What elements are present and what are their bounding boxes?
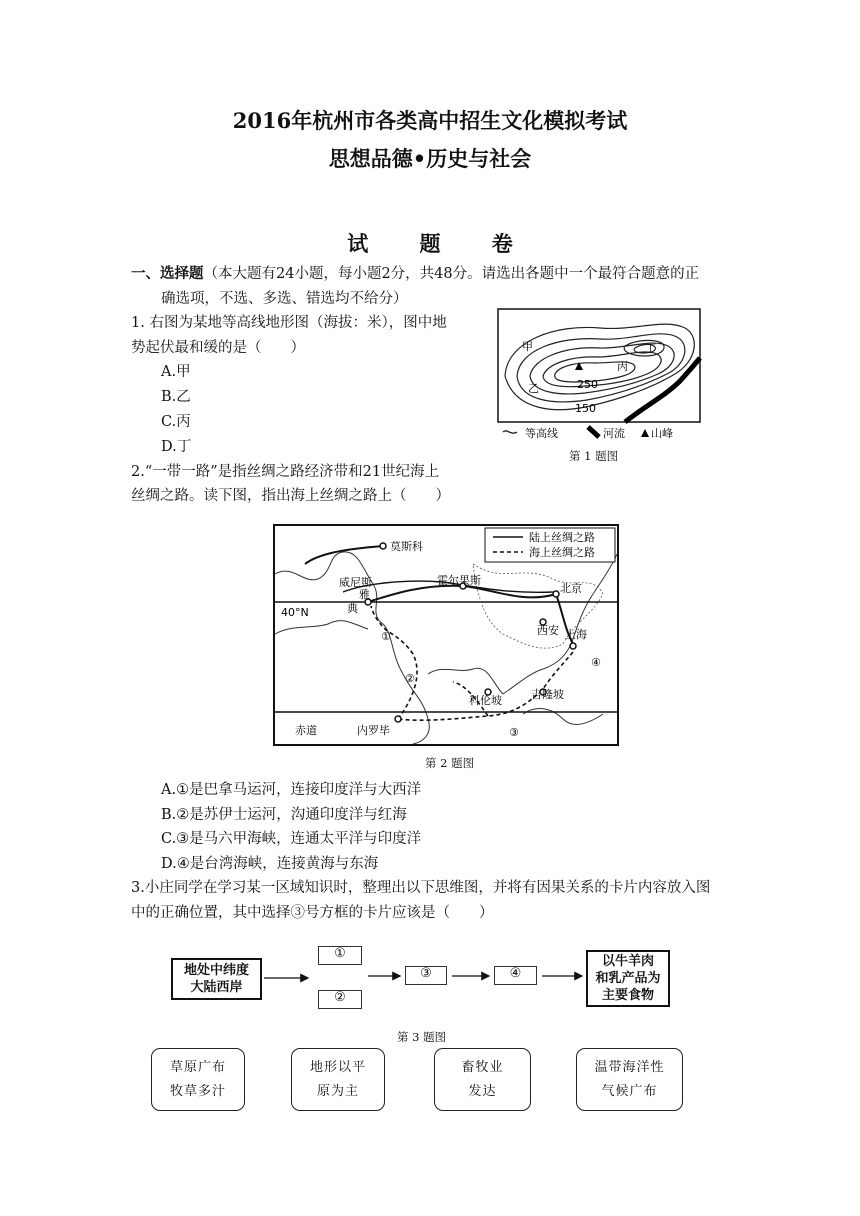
q1-option-d[interactable]: D.丁 xyxy=(161,439,192,455)
subject-title: 思想品德•历史与社会 xyxy=(328,146,532,171)
label-ding: 丁 xyxy=(645,342,656,355)
card-terrain[interactable] xyxy=(291,1048,385,1111)
card-terrain-line2: 原为主 xyxy=(316,1083,359,1099)
section-heading: 一、选择题 xyxy=(131,265,204,282)
flow-slot-2[interactable]: ② xyxy=(318,990,362,1009)
flow-end-line3: 主要食物 xyxy=(601,988,654,1003)
card-grassland-line2: 牧草多汁 xyxy=(169,1083,226,1099)
label-equator: 赤道 xyxy=(295,724,317,737)
q2-caption: 第 2 题图 xyxy=(425,756,475,770)
city-xian: 西安 xyxy=(537,624,559,637)
q1-caption: 第 1 题图 xyxy=(569,449,619,463)
legend-contour-label: 等高线 xyxy=(525,427,558,440)
q2-stem-line2: 丝绸之路。读下图，指出海上丝绸之路上（ ） xyxy=(131,488,450,504)
q2-stem-line1: 2.“一带一路”是指丝绸之路经济带和21世纪海上 xyxy=(131,464,440,480)
label-250: 250 xyxy=(577,378,598,391)
card-climate[interactable] xyxy=(576,1048,683,1111)
city-kualalumpur: 吉隆坡 xyxy=(531,688,564,701)
label-jia: 甲 xyxy=(522,340,533,353)
city-athens-2: 典 xyxy=(347,602,358,615)
card-livestock-line2: 发达 xyxy=(468,1083,497,1099)
city-khorgos: 霍尔果斯 xyxy=(437,574,481,587)
flow-slot-1[interactable]: ① xyxy=(318,946,362,965)
flow-end-line1: 以牛羊肉 xyxy=(601,954,654,969)
mark-3: ③ xyxy=(509,726,519,739)
card-grassland-line1: 草原广布 xyxy=(169,1059,226,1075)
flow-start-line1: 地处中纬度 xyxy=(183,963,249,978)
flow-start-box xyxy=(171,958,262,1000)
section-instructions xyxy=(131,264,699,284)
q1-option-a[interactable]: A.甲 xyxy=(161,364,191,380)
flow-slot-3[interactable]: ③ xyxy=(405,966,447,985)
flow-start-line2: 大陆西岸 xyxy=(190,980,243,995)
card-climate-line1: 温带海洋性 xyxy=(594,1059,665,1075)
card-climate-line2: 气候广布 xyxy=(601,1083,658,1099)
legend-river-label: 河流 xyxy=(603,427,625,440)
silk-road-map xyxy=(273,524,619,746)
q2-option-c[interactable]: C.③是马六甲海峡，连通太平洋与印度洋 xyxy=(161,831,422,847)
mark-4: ④ xyxy=(591,656,601,669)
q2-option-a[interactable]: A.①是巴拿马运河，连接印度洋与大西洋 xyxy=(161,782,422,798)
city-colombo: 科伦坡 xyxy=(469,694,502,707)
q1-option-c[interactable]: C.丙 xyxy=(161,414,191,430)
q2-option-d[interactable]: D.④是台湾海峡，连接黄海与东海 xyxy=(161,856,379,872)
card-livestock-line1: 畜牧业 xyxy=(461,1059,504,1075)
legend-contour-icon xyxy=(503,431,517,433)
city-beijing: 北京 xyxy=(560,582,582,595)
paper-label: 试 题 卷 xyxy=(347,231,535,256)
city-moscow: 莫斯科 xyxy=(390,540,423,553)
river-path xyxy=(625,358,700,422)
instruction-line1: （本大题有24小题，每小题2分，共48分。请选出各题中一个最符合题意的正 xyxy=(203,266,700,282)
flow-arrows xyxy=(262,960,592,1000)
q3-stem-line1: 3.小庄同学在学习某一区域知识时，整理出以下思维图，并将有因果关系的卡片内容放入图 xyxy=(131,880,711,896)
flow-end-box xyxy=(586,950,670,1007)
city-athens-1: 雅 xyxy=(359,588,370,601)
legend-land-label: 陆上丝绸之路 xyxy=(529,531,595,544)
exam-title: 2016年杭州市各类高中招生文化模拟考试 xyxy=(232,108,628,133)
mark-2: ② xyxy=(405,672,415,685)
flow-slot-4[interactable]: ④ xyxy=(494,966,537,985)
legend-peak-label: 山峰 xyxy=(651,427,673,440)
q2-option-b[interactable]: B.②是苏伊士运河，沟通印度洋与红海 xyxy=(161,807,407,823)
q3-stem-line2: 中的正确位置，其中选择③号方框的卡片应该是（ ） xyxy=(131,905,494,921)
q3-caption: 第 3 题图 xyxy=(397,1030,447,1044)
label-150: 150 xyxy=(575,402,596,415)
label-yi: 乙 xyxy=(528,382,539,395)
q1-stem-line2: 势起伏最和缓的是（ ） xyxy=(131,340,305,356)
contour-lines xyxy=(505,324,694,410)
contour-map-figure xyxy=(495,306,705,446)
flow-end-line2: 和乳产品为 xyxy=(595,971,661,986)
card-livestock[interactable] xyxy=(434,1048,531,1111)
instruction-line2: 确选项，不选、多选、错选均不给分） xyxy=(161,291,408,307)
city-nairobi: 内罗毕 xyxy=(357,724,390,737)
legend-sea-label: 海上丝绸之路 xyxy=(529,546,595,559)
city-venice: 威尼斯 xyxy=(339,576,372,589)
q1-stem-line1: 1. 右图为某地等高线地形图（海拔：米），图中地 xyxy=(131,315,447,331)
city-shanghai: 上海 xyxy=(565,628,587,641)
mark-1: ① xyxy=(381,630,391,643)
label-lat40: 40°N xyxy=(281,606,309,619)
label-bing: 丙 xyxy=(617,360,628,373)
legend-river-icon xyxy=(588,427,599,437)
q1-option-b[interactable]: B.乙 xyxy=(161,389,191,405)
card-grassland[interactable] xyxy=(151,1048,245,1111)
legend-peak-icon xyxy=(641,429,649,437)
card-terrain-line1: 地形以平 xyxy=(309,1059,366,1075)
